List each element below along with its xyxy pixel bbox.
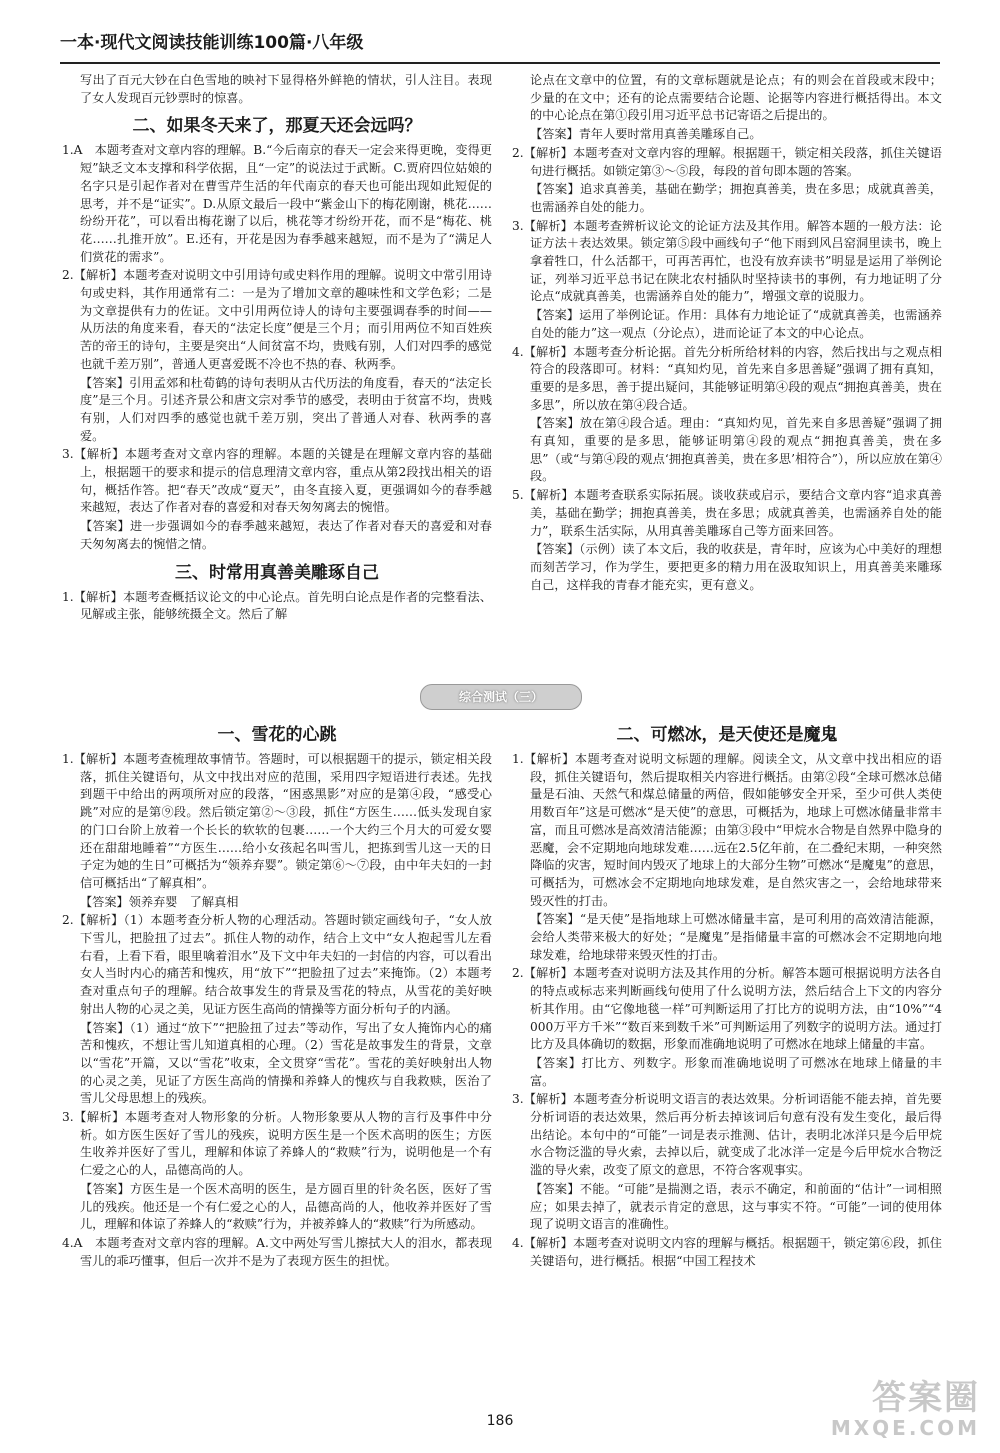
answer-item: 2.【解析】本题考查对说明文中引用诗句或史料作用的理解。说明文中常引用诗句或史料，其作用通常有二：一是为了增加文章的趣味性和文学色彩；二是为文章提供有力的佐证。文中引用两位诗人的诗句主要强调春季的时间——从历法的角度来看，春天的“法定长度”便是三个月；而引用两位不知百姓疾苦的帝王的诗句，主要是突出“人间贫富不均，贵贱有别，人们对四季的感觉也就千差万别”，普通人更喜爱既不冷也不热的春、秋两季。	[62, 268, 492, 371]
answer-item: 【答案】进一步强调如今的春季越来越短，表达了作者对春天的喜爱和对春天匆匆离去的惋惜之情。	[80, 519, 492, 551]
page-number: 186	[486, 1413, 514, 1429]
answer-item: 【答案】不能。“可能”是揣测之语，表示不确定，和前面的“估计”一词相照应；如果去掉了，就表示肯定的意思，这与事实不符。“可能”一词的使用体现了说明文语言的准确性。	[530, 1181, 942, 1232]
answer-item: 2.【解析】本题考查对说明方法及其作用的分析。解答本题可根据说明方法各自的特点或标志来判断画线句使用了什么说明方法，然后结合上下文的内容分析其作用。由“它像地毯一样”可判断运用了打比方的说明方法，由“10%”“4 000万平方千米”“数百来到数千米”可判断运用了列数字的说明方法。通过打比方及具体确切的数据，形象而准确地说明了可燃冰在地球上储量的丰富。	[512, 966, 942, 1052]
answer-item: 3.【解析】本题考查辨析议论文的论证方法及其作用。解答本题的一般方法：论证方法＋表达效果。锁定第⑤段中画线句子“他下雨到风吕窑洞里读书，晚上拿着牲口，什么活都干，可再苦再忙，也没有放弃读书”明显是运用了举例论证，列举习近平总书记在陕北农村插队时坚持读书的事例，有力地证明了分论点“成就真善美，也需涵养自处的能力”，增强文章的说服力。	[512, 218, 942, 304]
answer-item: 2.【解析】本题考查对文章内容的理解。根据题干，锁定相关段落，抓住关键语句进行概括。如锁定第③～⑤段，每段的首句即本题的答案。	[512, 145, 942, 178]
header-title: 一本·现代文阅读技能训练100篇·八年级	[60, 33, 364, 53]
right-column-top	[512, 72, 942, 595]
answer-item: 5.【解析】本题考查联系实际拓展。谈收获或启示，要结合文章内容“追求真善美，基础在勤学；拥抱真善美，贵在多思；成就真善美，也需涵养自处的能力”，联系生活实际，从用真善美雕琢自己等方面来回答。	[512, 488, 942, 538]
section-title: 一、雪花的心跳	[217, 725, 337, 745]
right-column-bottom	[512, 716, 942, 1271]
answer-item: 1.【解析】本题考查概括议论文的中心论点。首先明白论点是作者的完整看法、见解或主张，能够统摄全文。然后了解	[62, 589, 492, 622]
answer-item: 4.A 本题考查对文章内容的理解。A.文中两处写雪儿擦拭大人的泪水，都表现雪儿的乖巧懂事，但后一次并不是为了表现方医生的担忧。	[62, 1235, 492, 1268]
answer-item: 【答案】打比方、列数字。形象而准确地说明了可燃冰在地球上储量的丰富。	[530, 1055, 942, 1088]
section-title: 三、时常用真善美雕琢自己	[175, 562, 379, 583]
answer-item: 【答案】引用孟郊和杜荀鹤的诗句表明从古代历法的角度看，春天的“法定长度”是三个月。引述齐景公和唐文宗对季节的感受，表明由于贫富不均，贵贱有别，人们对四季的感觉也就千差万别，突出了普通人对春、秋两季的喜爱。	[80, 375, 492, 443]
answer-item: 3.【解析】本题考查对人物形象的分析。人物形象要从人物的言行及事件中分析。如方医生医好了雪儿的残疾，说明方医生是一个医术高明的医生；方医生收养并医好了雪儿，理解和体谅了养蜂人的“救赎”行为，说明他是一个有仁爱之心的人，品德高尚的人。	[62, 1110, 492, 1178]
answer-item: 【答案】追求真善美，基础在勤学；拥抱真善美，贵在多思；成就真善美，也需涵养自处的能力。	[530, 182, 942, 214]
answer-item: 4.【解析】本题考查对说明文内容的理解与概括。根据题干，锁定第⑥段，抓住关键语句，进行概括。根据“中国工程技术	[512, 1235, 942, 1268]
answer-item: 【答案】（1）通过“放下”“把脸扭了过去”等动作，写出了女人掩饰内心的痛苦和愧疚，不想让雪儿知道真相的心理。（2）雪花是故事发生的背景，文章以“雪花”开篇，又以“雪花”收束，全文贯穿“雪花”。雪花的美好映射出人物的心灵之美，见证了方医生高尚的情操和养蜂人的愧疚与自我救赎，医治了雪儿父母思想上的残疾。	[80, 1020, 492, 1106]
answer-item: 论点在文章中的位置，有的文章标题就是论点；有的则会在首段或末段中；少量的在文中；还有的论点需要结合论题、论据等内容进行概括得出。本文的中心论点在第①段引用习近平总书记寄语之后提出的。	[530, 73, 942, 123]
left-column-bottom	[62, 716, 492, 1271]
answer-item: 【答案】领养弃婴 了解真相	[80, 894, 239, 909]
answer-item: 1.A 本题考查对文章内容的理解。B.“今后南京的春天一定会来得更晚，变得更短”缺乏文本支撑和科学依据，且“一定”的说法过于武断。C.贾府四位姑娘的名字只是引起作者对在曹雪芹生活的年代南京的春天也可能出现如此短促的思考，并不是“证实”。D.从原文最后一段中“紫金山下的梅花刚谢，桃花……纷纷开花”，可以看出梅花谢了以后，桃花等才纷纷开花，而不是“梅花、桃花……扎推开放”。E.还有，开花是因为春季越来越短，而不是为了“满足人们赏花的需求”。	[62, 143, 492, 264]
section-banner	[420, 684, 582, 710]
answer-item: 1.【解析】本题考查梳理故事情节。答题时，可以根据题干的提示，锁定相关段落，抓住关键语句，从文中找出对应的范围，采用四字短语进行表述。先找到题干中给出的两项所对应的段落，“困惑黑影”对应的是第④段，“感受心跳”对应的是第⑨段。然后锁定第②～③段，抓住“方医生……低头发现自家的门口台阶上放着一个长长的软软的包裹……一个大约三个月大的可爱女婴还在甜甜地睡着”“方医生……给小女孩起名叫雪儿，把拣到雪儿这一天的日子定为她的生日”可概括为“领养弃婴”。锁定第⑥～⑦段，由中年夫妇的一封信可概括出“了解真相”。	[62, 752, 492, 890]
banner-label: 综合测试（三）	[458, 690, 543, 704]
answer-item: 1.【解析】本题考查对说明文标题的理解。阅读全文，从文章中找出相应的语段，抓住关键语句，然后提取相关内容进行概括。由第②段“全球可燃冰总储量是石油、天然气和煤总储量的两倍，假如能够安全开采，至少可供人类使用数百年”这是可燃冰“是天使”的意思，可概括为，地球上可燃冰储量非常丰富，而且可燃冰是高效清洁能源；由第③段中“甲烷水合物是自然界中隐身的恶魔，会不定期地向地球发难……远在2.5亿年前，在二叠纪末期，一种突然降临的灾害，短时间内毁灭了地球上的大部分生物”可燃冰“是魔鬼”的意思，可概括为，可燃冰会不定期地向地球发难，是自然灾害之一，会给地球带来毁灭性的打击。	[512, 752, 942, 908]
answer-item: 【答案】“是天使”是指地球上可燃冰储量丰富，是可利用的高效清洁能源，会给人类带来极大的好处；“是魔鬼”是指储量丰富的可燃冰会不定期地向地球发难，给地球带来毁灭性的打击。	[530, 912, 942, 962]
answer-item: 3.【解析】本题考查对文章内容的理解。本题的关键是在理解文章内容的基础上，根据题干的要求和提示的信息理清文章内容，重点从第2段找出相关的语句，概括作答。把“春天”改成“夏天”，由冬直接入夏，更强调如今的春季越来越短，表达了作者对春的喜爱和对春天匆匆离去的惋惜。	[62, 447, 492, 515]
answer-item: 【答案】方医生是一个医术高明的医生，是方圆百里的针灸名医，医好了雪儿的残疾。他还是一个有仁爱之心的人，品德高尚的人，他收养并医好了雪儿，理解和体谅了养蜂人的“救赎”行为，并被养蜂人的“救赎”行为所感动。	[80, 1181, 492, 1232]
answer-item: 【答案】青年人要时常用真善美雕琢自己。	[530, 127, 762, 142]
answer-item: 【答案】（示例）读了本文后，我的收获是，青年时，应该为心中美好的理想而刻苦学习，作为学生，要把更多的精力用在汲取知识上，用真善美来雕琢自己，这样我的青春才能充实，更有意义。	[530, 542, 942, 592]
watermark-logo	[830, 1380, 980, 1446]
watermark-line1: 答案圈	[872, 1378, 980, 1418]
section-title: 二、可燃冰，是天使还是魔鬼	[616, 725, 838, 745]
intro-paragraph: 写出了百元大钞在白色雪地的映衬下显得格外鲜艳的情状，引人注目。表现了女人发现百元钞票时的惊喜。	[80, 73, 492, 105]
page-header	[60, 28, 940, 64]
answer-item: 4.【解析】本题考查分析论据。首先分析所给材料的内容，然后找出与之观点相符合的段落即可。材料：“真知灼见，首先来自多思善疑”强调了拥有真知，重要的是多思，善于提出疑问，其能够证明第④段的观点“拥抱真善美，贵在多思”，所以放在第④段合适。	[512, 344, 942, 412]
answer-item: 3.【解析】本题考查分析说明文语言的表达效果。分析词语能不能去掉，首先要分析词语的表达效果，然后再分析去掉该词后句意有没有发生变化，最后得出结论。本句中的“可能”一词是表示推测、估计，表明北冰洋只是今后甲烷水合物泛滥的导火索，去掉以后，就变成了北冰洋一定是今后甲烷水合物泛滥的导火索，改变了原文的意思，不符合客观事实。	[512, 1092, 942, 1178]
answer-item: 2.【解析】（1）本题考查分析人物的心理活动。答题时锁定画线句子，“女人放下雪儿，把脸扭了过去”。抓住人物的动作，结合上文中“女人抱起雪儿左看右看，上看下看，眼里噙着泪水”及下文中年夫妇的一封信的内容，可以看出女人当时内心的痛苦和愧疚，用“放下”“把脸扭了过去”来掩饰。（2）本题考查对重点句子的理解。结合故事发生的背景及雪花的特点，从雪花的美好映射出人物的心灵之美，见证方医生高尚的情操等方面分析句子的内涵。	[62, 913, 492, 1016]
answer-item: 【答案】运用了举例论证。作用：具体有力地论证了“成就真善美，也需涵养自处的能力”这一观点（分论点），进而论证了本文的中心论点。	[530, 308, 942, 340]
watermark-line2: MXQE.COM	[830, 1416, 980, 1440]
section-title: 二、如果冬天来了，那夏天还会远吗？	[132, 116, 422, 137]
answer-item: 【答案】放在第④段合适。理由：“真知灼见，首先来自多思善疑”强调了拥有真知，重要的是多思，能够证明第④段的观点“拥抱真善美，贵在多思”（或“与第④段的观点‘拥抱真善美，贵在多思’相符合”），所以应放在第④段。	[530, 416, 942, 484]
left-column-top	[62, 72, 492, 625]
